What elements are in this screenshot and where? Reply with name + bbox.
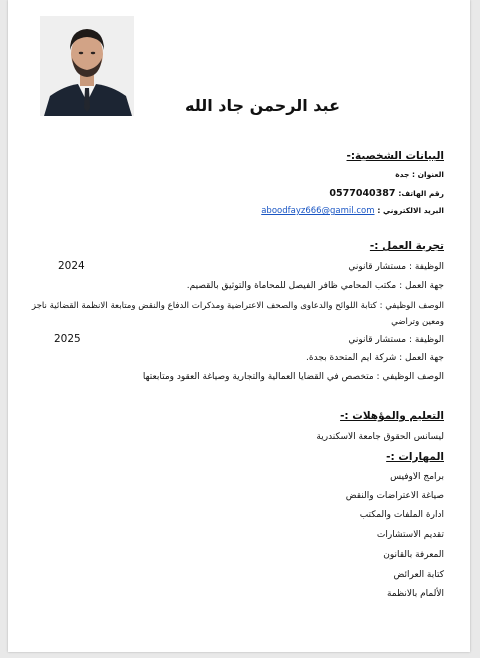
job-2-employer: جهة العمل : شركة ايم المتحدة بجدة. [306, 353, 444, 363]
address-line: العنوان : جدة [395, 170, 444, 179]
job-1-description: الوصف الوظيفي : كتابة اللوائح والدعاوى والصحف الاعتراضية ومذكرات الدفاع والنقض ومتابعة الانظمة القضائية ناجز ومعين وتراضي [31, 301, 444, 327]
job-2-year: 2025 [54, 333, 81, 345]
email-link[interactable]: aboodfayz666@gamil.com [261, 206, 375, 216]
phone-number: 0577040387 [329, 188, 396, 199]
education-heading: التعليم والمؤهلات :- [340, 410, 444, 422]
skill-item: تقديم الاستشارات [376, 530, 444, 540]
email-label: البريد الالكتروني : [377, 206, 444, 215]
skill-item: كتابة العرائض [393, 570, 444, 580]
skill-item: المعرفة بالقانون [383, 550, 444, 560]
job-2-title: الوظيفة : مستشار قانوني [348, 335, 444, 345]
candidate-name: عبد الرحمن جاد الله [185, 96, 340, 115]
skill-item: ادارة الملفات والمكتب [359, 510, 444, 520]
skill-item: الألمام بالانظمة [386, 589, 444, 599]
phone-line [329, 188, 444, 199]
email-line [261, 206, 444, 216]
phone-label: رقم الهاتف: [398, 189, 444, 198]
experience-heading: تجربة العمل :- [369, 240, 444, 252]
resume-page [8, 0, 470, 652]
skills-heading: المهارات :- [386, 451, 444, 463]
skill-item: برامج الاوفيس [390, 472, 444, 482]
education-degree: ليسانس الحقوق جامعة الاسكندرية [316, 432, 444, 442]
job-1-title: الوظيفة : مستشار قانوني [348, 262, 444, 272]
skill-item: صياغة الاعتراضات والنقض [345, 491, 444, 501]
job-1-year: 2024 [58, 260, 85, 272]
personal-info-heading: البيانات الشخصية:- [346, 150, 444, 162]
job-2-description: الوصف الوظيفي : متخصص في القضايا العمالية والتجارية وصياغة العقود ومتابعتها [142, 372, 444, 382]
profile-photo [40, 16, 134, 116]
job-1-employer: جهة العمل : مكتب المحامي ظافر الفيصل للمحاماة والتوثيق بالقصيم. [186, 281, 444, 291]
person-portrait-icon [40, 16, 134, 116]
